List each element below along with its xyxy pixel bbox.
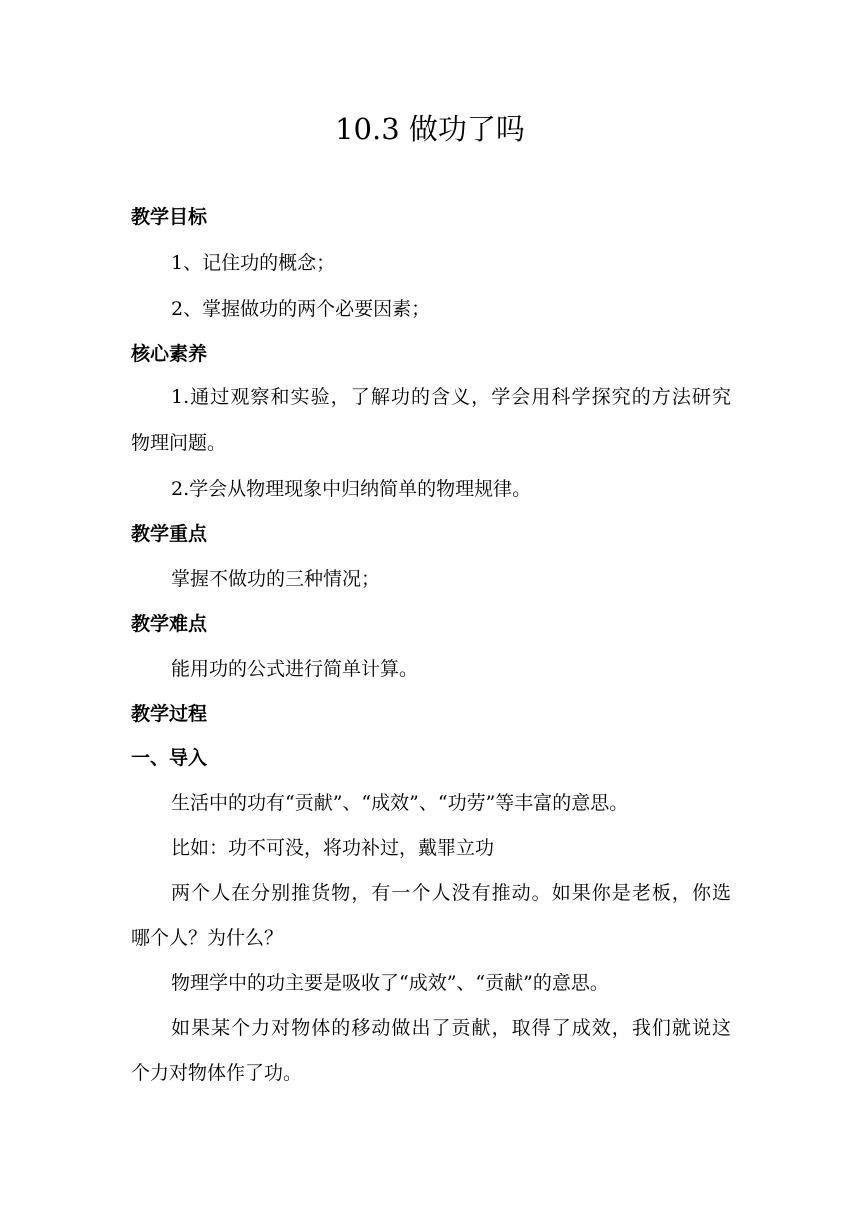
difficulties-text: 能用功的公式进行简单计算。 (171, 658, 419, 680)
page-title: 10.3 做功了吗 (335, 112, 525, 146)
heading-teaching-goals: 教学目标 (131, 206, 208, 228)
heading-introduction: 一、导入 (131, 747, 208, 769)
goal-item-2: 2、掌握做功的两个必要因素； (171, 298, 431, 320)
heading-difficulties: 教学难点 (131, 613, 208, 635)
heading-key-points: 教学重点 (131, 523, 208, 545)
literacy-item-2: 2.学会从物理现象中归纳简单的物理规律。 (171, 478, 532, 500)
key-points-text: 掌握不做功的三种情况； (171, 568, 381, 590)
intro-paragraph-2: 比如：功不可没，将功补过，戴罪立功 (171, 837, 495, 859)
intro-paragraph-4: 物理学中的功主要是吸收了“成效”、“贡献”的意思。 (171, 972, 609, 994)
intro-paragraph-5-line-2: 个力对物体作了功。 (131, 1062, 303, 1084)
literacy-item-1-line-2: 物理问题。 (131, 432, 227, 454)
intro-paragraph-3-line-2: 哪个人？为什么？ (131, 927, 284, 949)
literacy-item-1-line-1: 1.通过观察和实验，了解功的含义，学会用科学探究的方法研究 (171, 386, 731, 408)
intro-paragraph-3-line-1: 两个人在分别推货物，有一个人没有推动。如果你是老板，你选 (171, 882, 731, 904)
goal-item-1: 1、记住功的概念； (171, 252, 336, 274)
intro-paragraph-1: 生活中的功有“贡献”、“成效”、“功劳”等丰富的意思。 (171, 792, 629, 814)
heading-teaching-process: 教学过程 (131, 703, 208, 725)
heading-core-literacy: 核心素养 (131, 343, 208, 365)
intro-paragraph-5-line-1: 如果某个力对物体的移动做出了贡献，取得了成效，我们就说这 (171, 1017, 731, 1039)
